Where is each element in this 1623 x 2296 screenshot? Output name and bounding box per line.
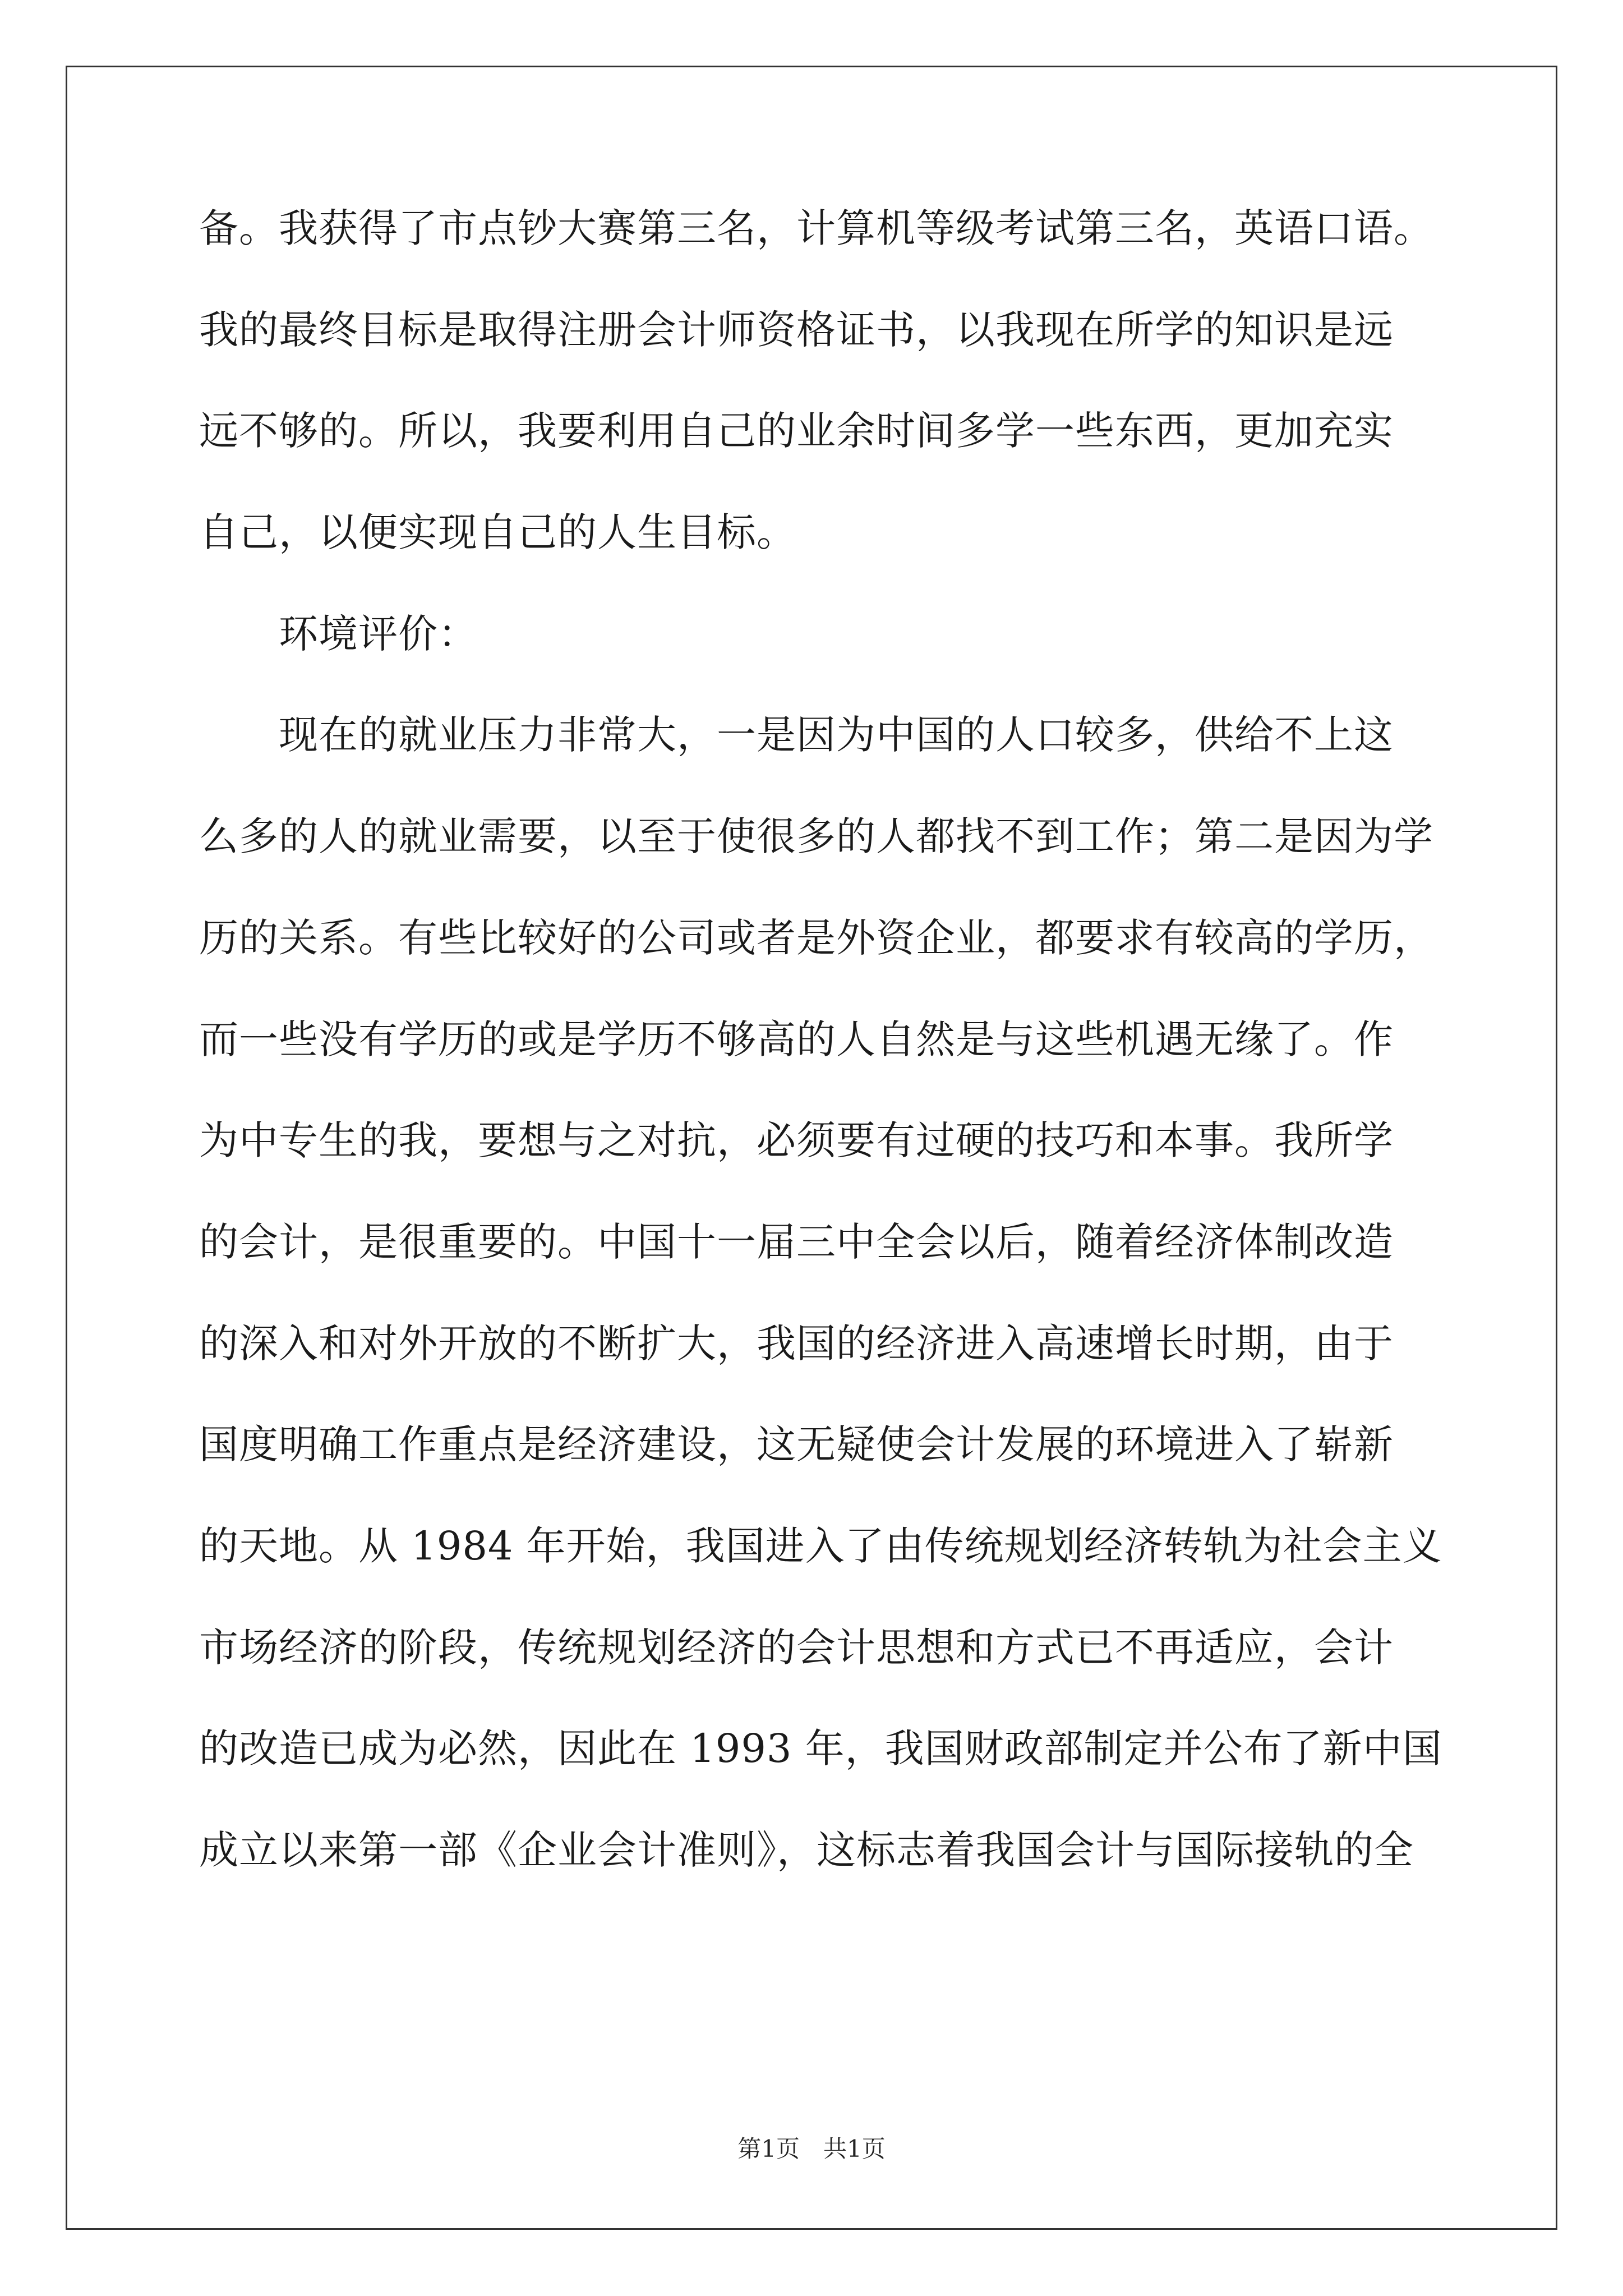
document-body bbox=[199, 205, 1442, 1932]
text-line: 远不够的。所以，我要利用自己的业余时间多学一些东西，更加充实 bbox=[199, 408, 1394, 454]
page-number-footer: 第1页 共1页 bbox=[737, 2135, 886, 2162]
text-line: 自己，以便实现自己的人生目标。 bbox=[199, 509, 796, 556]
text-line: 现在的就业压力非常大，一是因为中国的人口较多，供给不上这 bbox=[199, 712, 1394, 758]
text-line: 我的最终目标是取得注册会计师资格证书，以我现在所学的知识是远 bbox=[199, 306, 1394, 353]
text-line: 的会计，是很重要的。中国十一届三中全会以后，随着经济体制改造 bbox=[199, 1218, 1394, 1265]
text-line: 的深入和对外开放的不断扩大，我国的经济进入高速增长时期，由于 bbox=[199, 1320, 1394, 1366]
text-line: 国度明确工作重点是经济建设，这无疑使会计发展的环境进入了崭新 bbox=[199, 1421, 1394, 1468]
text-line: 市场经济的阶段，传统规划经济的会计思想和方式已不再适应，会计 bbox=[199, 1624, 1394, 1671]
text-line: 的天地。从 1984 年开始，我国进入了由传统规划经济转轨为社会主义 bbox=[199, 1522, 1442, 1569]
section-heading: 环境评价： bbox=[199, 610, 478, 657]
text-line: 备。我获得了市点钞大赛第三名，计算机等级考试第三名，英语口语。 bbox=[199, 205, 1433, 251]
text-line: 么多的人的就业需要，以至于使很多的人都找不到工作；第二是因为学 bbox=[199, 813, 1433, 860]
text-line: 成立以来第一部《企业会计准则》，这标志着我国会计与国际接轨的全 bbox=[199, 1827, 1414, 1873]
text-line: 历的关系。有些比较好的公司或者是外资企业，都要求有较高的学历， bbox=[199, 914, 1433, 961]
text-line: 的改造已成为必然，因此在 1993 年，我国财政部制定并公布了新中国 bbox=[199, 1726, 1442, 1772]
text-line: 为中专生的我，要想与之对抗，必须要有过硬的技巧和本事。我所学 bbox=[199, 1117, 1394, 1164]
text-line: 而一些没有学历的或是学历不够高的人自然是与这些机遇无缘了。作 bbox=[199, 1016, 1394, 1062]
